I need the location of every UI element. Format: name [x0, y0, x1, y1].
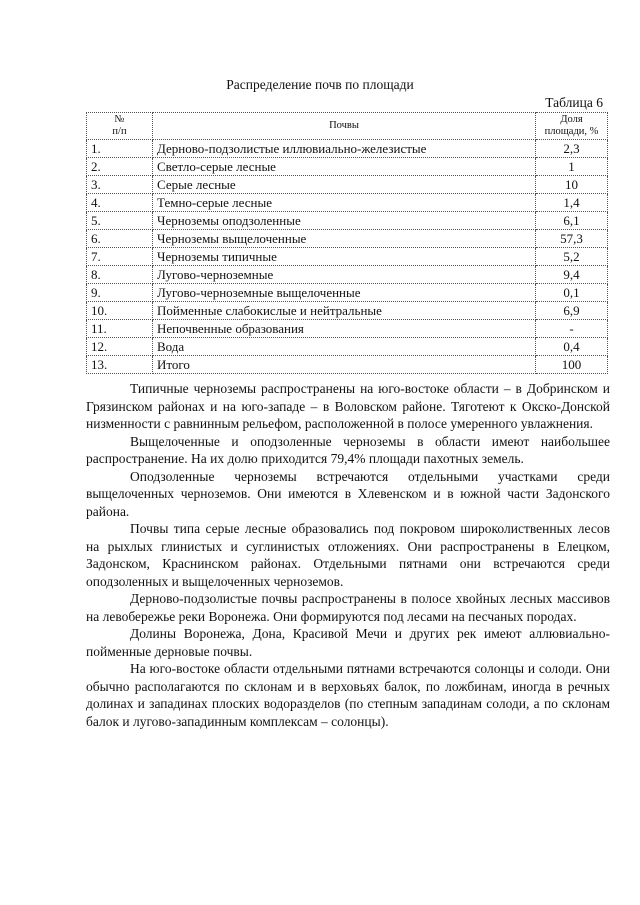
row-number: 7. — [87, 248, 153, 266]
row-number: 6. — [87, 230, 153, 248]
row-share: 1 — [536, 158, 608, 176]
row-number: 12. — [87, 338, 153, 356]
row-share: 5,2 — [536, 248, 608, 266]
row-soil-name: Вода — [153, 338, 536, 356]
row-share: 6,1 — [536, 212, 608, 230]
paragraph: На юго-востоке области отдельными пятнами встречаются солонцы и солоди. Они обычно располагаются по склонам и в верховьях балок, по ложбинам, иногда в речных долинах и западинах плоских водоразделов (по степным западинам солоди, а по склонам балок и лугово-западинным комплексам – солонцы). — [86, 661, 610, 729]
table-row — [87, 248, 608, 266]
paragraph: Почвы типа серые лесные образовались под покровом широколиственных лесов на рыхлых глинистых и суглинистых отложениях. Они распространены в Елецком, Задонском, Краснинском районах. Отдельными пятнами они встречаются среди оподзоленных и выщелоченных черноземов. — [86, 521, 610, 589]
row-soil-name: Лугово-черноземные — [153, 266, 536, 284]
table-header-row — [87, 113, 608, 140]
row-share: 2,3 — [536, 140, 608, 158]
table-row — [87, 194, 608, 212]
table-row — [87, 266, 608, 284]
row-share: 9,4 — [536, 266, 608, 284]
row-share: 1,4 — [536, 194, 608, 212]
header-soils: Почвы — [153, 113, 536, 140]
row-share: 100 — [536, 356, 608, 374]
row-share: 0,4 — [536, 338, 608, 356]
paragraph: Типичные черноземы распространены на юго-востоке области – в Добринском и Грязинском районах и на юго-западе – в Воловском районе. Тяготеют к Окско-Донской низменности с равнинным рельефом, расположенной в полосе умеренного увлажнения. — [86, 381, 610, 431]
row-soil-name: Черноземы выщелоченные — [153, 230, 536, 248]
row-share: - — [536, 320, 608, 338]
header-number: № п/п — [87, 113, 153, 140]
table-row — [87, 176, 608, 194]
table-row — [87, 356, 608, 374]
row-number: 13. — [87, 356, 153, 374]
row-number: 8. — [87, 266, 153, 284]
body-text — [86, 380, 610, 730]
header-share: Доля площади, % — [536, 113, 608, 140]
row-soil-name: Черноземы оподзоленные — [153, 212, 536, 230]
row-soil-name: Дерново-подзолистые иллювиально-железистые — [153, 140, 536, 158]
row-number: 2. — [87, 158, 153, 176]
row-number: 3. — [87, 176, 153, 194]
row-number: 10. — [87, 302, 153, 320]
table-row — [87, 140, 608, 158]
row-soil-name: Черноземы типичные — [153, 248, 536, 266]
table-row — [87, 212, 608, 230]
paragraph: Долины Воронежа, Дона, Красивой Мечи и других рек имеют аллювиально-пойменные дерновые почвы. — [86, 626, 610, 659]
document-title: Распределение почв по площади — [226, 77, 414, 92]
row-soil-name: Пойменные слабокислые и нейтральные — [153, 302, 536, 320]
paragraph: Дерново-подзолистые почвы распространены в полосе хвойных лесных массивов на левобережье реки Воронежа. Они формируются под лесами на песчаных породах. — [86, 591, 610, 624]
row-number: 11. — [87, 320, 153, 338]
table-row — [87, 284, 608, 302]
table-row — [87, 320, 608, 338]
row-soil-name: Темно-серые лесные — [153, 194, 536, 212]
row-soil-name: Непочвенные образования — [153, 320, 536, 338]
paragraph: Выщелоченные и оподзоленные черноземы в области имеют наибольшее распространение. На их долю приходится 79,4% площади пахотных земель. — [86, 433, 610, 466]
soil-distribution-table — [86, 112, 608, 374]
row-number: 4. — [87, 194, 153, 212]
row-share: 57,3 — [536, 230, 608, 248]
row-number: 1. — [87, 140, 153, 158]
paragraph: Оподзоленные черноземы встречаются отдельными участками среди выщелоченных черноземов. Они имеются в Хлевенском и в южной части Задонского района. — [86, 468, 610, 519]
table-row — [87, 230, 608, 248]
row-number: 9. — [87, 284, 153, 302]
row-share: 0,1 — [536, 284, 608, 302]
row-soil-name: Итого — [153, 356, 536, 374]
row-share: 10 — [536, 176, 608, 194]
row-soil-name: Лугово-черноземные выщелоченные — [153, 284, 536, 302]
row-soil-name: Серые лесные — [153, 176, 536, 194]
table-row — [87, 302, 608, 320]
row-soil-name: Светло-серые лесные — [153, 158, 536, 176]
row-share: 6,9 — [536, 302, 608, 320]
row-number: 5. — [87, 212, 153, 230]
table-label: Таблица 6 — [545, 95, 603, 110]
table-row — [87, 158, 608, 176]
table-row — [87, 338, 608, 356]
